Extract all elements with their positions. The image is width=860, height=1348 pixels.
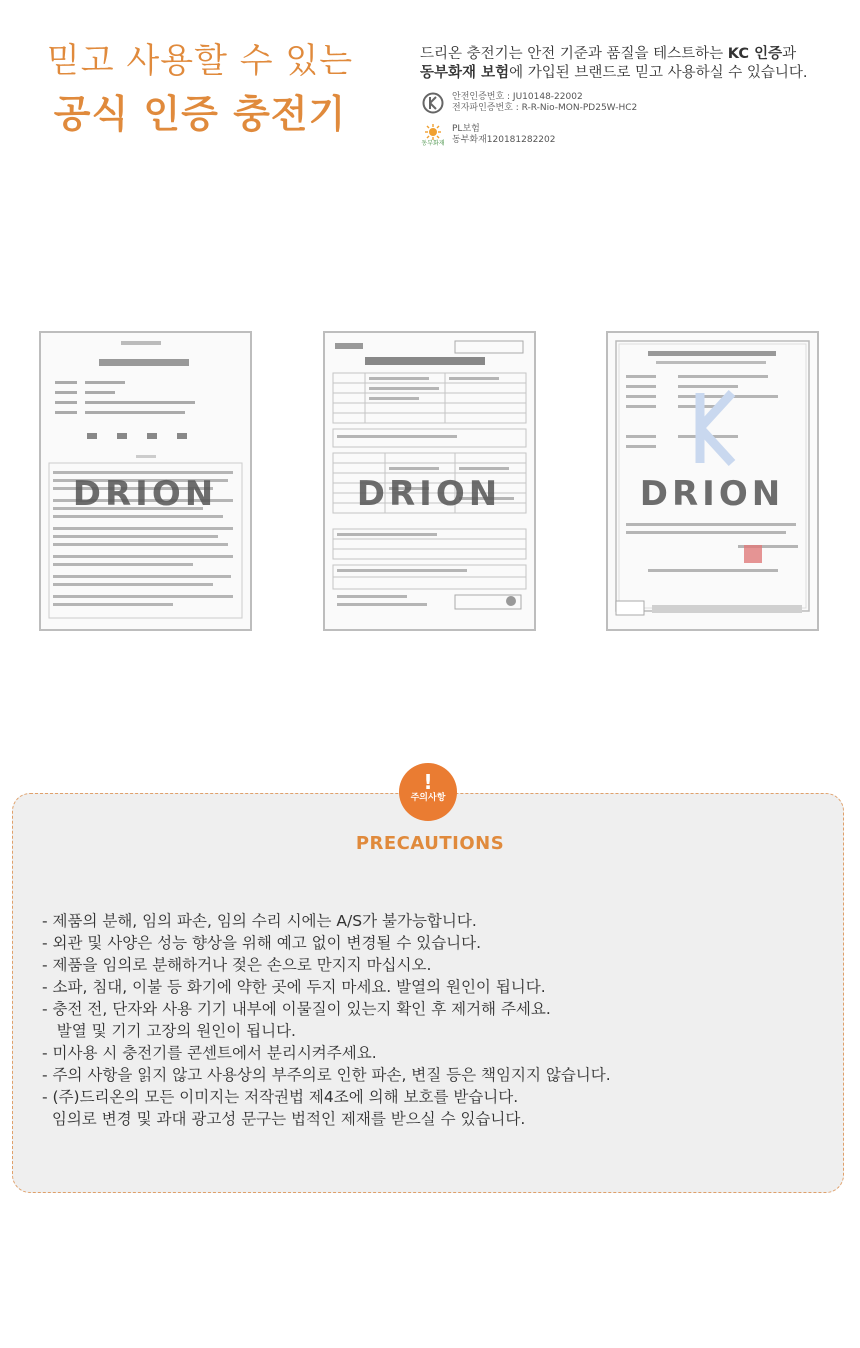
pl-insurance-row <box>420 122 840 148</box>
safety-certificate-doc <box>39 331 252 631</box>
test-report-doc <box>323 331 536 631</box>
precaution-item: - 외관 및 사양은 성능 향상을 위해 예고 없이 변경될 수 있습니다. <box>42 934 482 952</box>
precautions-title: PRECAUTIONS <box>355 833 505 854</box>
dongbu-logo-label: 동부화재 <box>421 139 445 147</box>
pl-insurance-label: PL보험 <box>452 124 480 134</box>
drion-watermark: DRION <box>639 474 785 514</box>
precaution-item: 임의로 변경 및 과대 광고성 문구는 법적인 제재를 받으실 수 있습니다. <box>42 1110 526 1128</box>
drion-watermark: DRION <box>356 474 502 514</box>
precaution-item: - (주)드리온의 모든 이미지는 저작권법 제4조에 의해 보호를 받습니다. <box>42 1088 519 1106</box>
precautions-list <box>42 910 822 1130</box>
precaution-item: - 주의 사항을 읽지 않고 사용상의 부주의로 인한 파손, 변질 등은 책임지지 않습니다. <box>42 1066 611 1084</box>
precaution-item: - 미사용 시 충전기를 콘센트에서 분리시켜주세요. <box>42 1044 377 1062</box>
kc-mark-icon <box>420 90 446 116</box>
precaution-item: - 제품을 임의로 분해하거나 젖은 손으로 만지지 마십시오. <box>42 956 432 974</box>
precaution-item: - 충전 전, 단자와 사용 기기 내부에 이물질이 있는지 확인 후 제거해 주세요. <box>42 1000 551 1018</box>
intro-text <box>420 45 840 83</box>
headline-line1: 믿고 사용할 수 있는 <box>46 41 354 81</box>
emc-registration-doc <box>606 331 819 631</box>
headline <box>30 38 370 140</box>
precaution-badge-label: 주의사항 <box>410 793 446 803</box>
precaution-item: - 소파, 침대, 이불 등 화기에 약한 곳에 두지 마세요. 발열의 원인이 됩니다. <box>42 978 546 996</box>
precaution-item: - 제품의 분해, 임의 파손, 임의 수리 시에는 A/S가 불가능합니다. <box>42 912 477 930</box>
dongbu-insurance-icon <box>420 122 446 148</box>
drion-watermark: DRION <box>72 474 218 514</box>
headline-line2: 공식 인증 충전기 <box>53 92 347 136</box>
precaution-item: 발열 및 기기 고장의 원인이 됩니다. <box>42 1022 296 1040</box>
kc-cert-row <box>420 90 840 116</box>
pl-insurance-number: 동부화재120181282202 <box>452 135 556 145</box>
intro-line1: 드리온 충전기는 안전 기준과 품질을 테스트하는 KC 인증과 <box>420 46 797 62</box>
precaution-badge <box>399 763 457 821</box>
exclamation-icon: ! <box>423 770 433 794</box>
kc-emc-number: 전자파인증번호 : R-R-Nio-MON-PD25W-HC2 <box>452 103 638 113</box>
cert-info <box>420 90 840 154</box>
intro-line2: 동부화재 보험에 가입된 브랜드로 믿고 사용하실 수 있습니다. <box>420 65 808 81</box>
kc-safety-number: 안전인증번호 : JU10148-22002 <box>452 92 583 102</box>
